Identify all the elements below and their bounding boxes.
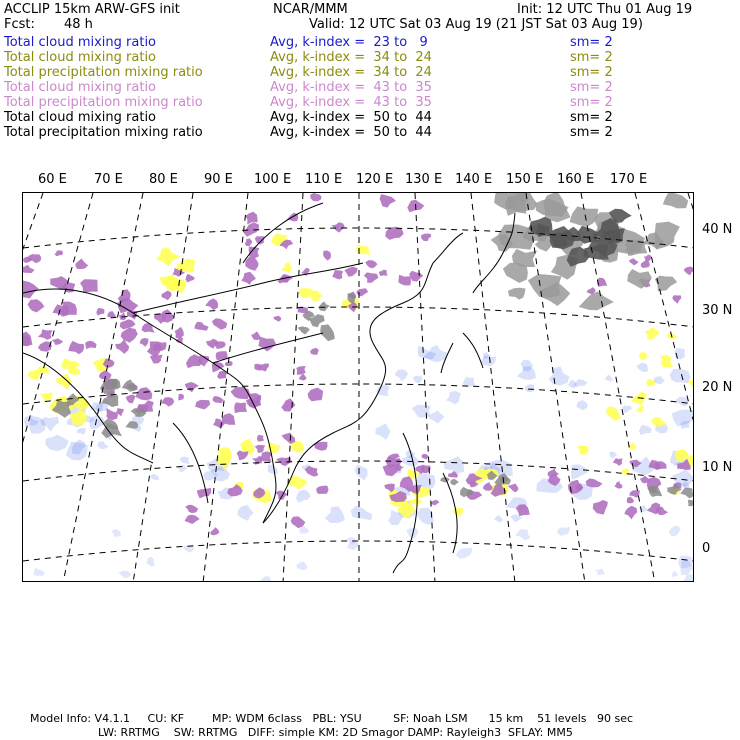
coastline	[463, 333, 483, 368]
init-time: Init: 12 UTC Thu 01 Aug 19	[517, 2, 693, 17]
low-cloud-area	[557, 527, 570, 536]
mid-cloud-area	[606, 407, 621, 421]
upper-cloud-area	[136, 387, 153, 400]
center-label: NCAR/MMM	[273, 2, 348, 17]
upper-cloud-area	[185, 515, 200, 524]
upper-cloud-area	[126, 395, 136, 404]
low-cloud-area	[573, 380, 587, 388]
low-cloud-area	[45, 435, 69, 452]
low-cloud-area	[402, 454, 419, 467]
low-cloud-area	[66, 442, 88, 461]
low-cloud-area	[684, 574, 694, 582]
mid-cloud-area	[453, 508, 463, 517]
legend-smoothing: sm= 2	[570, 65, 613, 80]
latitude-label: 10 N	[702, 460, 733, 475]
mid-cloud-area	[637, 406, 645, 413]
legend-field-name: Total cloud mixing ratio	[4, 80, 157, 95]
upper-cloud-area	[255, 445, 266, 453]
high-cloud-area	[505, 196, 527, 216]
high-cloud-area	[297, 326, 309, 334]
upper-cloud-area	[85, 341, 96, 349]
longitude-label: 170 E	[610, 172, 648, 187]
upper-cloud-area	[684, 267, 694, 276]
low-cloud-area	[260, 576, 272, 582]
upper-cloud-area	[597, 278, 607, 287]
upper-cloud-area	[23, 280, 39, 298]
low-cloud-area	[375, 423, 390, 440]
legend-smoothing: sm= 2	[570, 80, 613, 95]
upper-cloud-area	[516, 504, 530, 516]
upper-cloud-area	[308, 388, 324, 402]
high-cloud-area	[318, 302, 330, 312]
high-cloud-area	[680, 488, 694, 499]
longitude-label: 100 E	[254, 172, 292, 187]
upper-cloud-area	[586, 478, 603, 487]
upper-cloud-area	[210, 527, 219, 535]
upper-cloud-area	[62, 283, 75, 293]
legend-field-name: Total precipitation mixing ratio	[4, 65, 203, 80]
upper-cloud-area	[53, 304, 69, 316]
mid-cloud-area	[281, 262, 292, 273]
upper-cloud-area	[383, 464, 400, 476]
upper-cloud-area	[185, 505, 198, 513]
model-info-line2: LW: RRTMG SW: RRTMG DIFF: simple KM: 2D Smagor DAMP: Rayleigh3 SFLAY: MM5	[98, 726, 573, 739]
upper-cloud-area	[629, 258, 639, 265]
upper-cloud-area	[140, 338, 149, 347]
upper-cloud-area	[237, 450, 249, 460]
upper-cloud-area	[213, 396, 224, 403]
upper-cloud-area	[38, 329, 53, 340]
mid-cloud-area	[639, 352, 647, 360]
low-cloud-area	[177, 464, 188, 472]
low-cloud-area	[77, 428, 87, 434]
low-cloud-area	[299, 526, 308, 533]
upper-cloud-area	[421, 234, 431, 242]
upper-cloud-area	[120, 319, 136, 329]
low-cloud-area	[238, 505, 254, 521]
low-cloud-area	[446, 391, 461, 405]
longitude-gridline	[23, 193, 43, 582]
low-cloud-area	[180, 457, 191, 464]
longitude-label: 140 E	[455, 172, 493, 187]
low-cloud-area	[669, 525, 681, 536]
high-cloud-area	[579, 291, 614, 310]
upper-cloud-area	[205, 298, 218, 310]
low-cloud-area	[296, 490, 311, 503]
low-cloud-area	[622, 406, 632, 413]
low-cloud-area	[517, 366, 536, 380]
low-cloud-area	[395, 369, 408, 381]
low-cloud-area	[296, 562, 307, 571]
upper-cloud-area	[273, 316, 281, 322]
high-cloud-area	[450, 479, 459, 486]
legend-smoothing: sm= 2	[570, 50, 613, 65]
high-cloud-area	[535, 199, 569, 217]
model-title: ACCLIP 15km ARW-GFS init	[4, 2, 180, 17]
upper-cloud-area	[281, 398, 295, 411]
high-cloud-area	[122, 379, 137, 391]
high-cloud-area	[125, 421, 138, 429]
low-cloud-area	[463, 377, 476, 387]
coastline	[433, 233, 463, 263]
upper-cloud-area	[241, 272, 256, 285]
upper-cloud-area	[508, 484, 519, 493]
upper-cloud-area	[624, 506, 637, 520]
low-cloud-area	[118, 571, 131, 579]
upper-cloud-area	[323, 251, 331, 261]
upper-cloud-area	[55, 250, 64, 256]
upper-cloud-area	[52, 338, 64, 344]
map-canvas	[23, 193, 694, 582]
longitude-gridline	[415, 193, 435, 582]
upper-cloud-area	[316, 486, 328, 494]
low-cloud-area	[429, 411, 444, 424]
latitude-label: 40 N	[702, 222, 733, 237]
legend-description: Avg, k-index = 50 to 44	[270, 110, 432, 125]
legend-description: Avg, k-index = 34 to 24	[270, 50, 432, 65]
upper-cloud-area	[150, 355, 163, 364]
low-cloud-area	[596, 568, 606, 575]
low-cloud-area	[636, 363, 648, 373]
upper-cloud-area	[197, 488, 211, 499]
upper-cloud-area	[281, 433, 295, 445]
legend-field-name: Total cloud mixing ratio	[4, 35, 157, 50]
low-cloud-area	[413, 376, 422, 384]
low-cloud-area	[681, 421, 691, 429]
upper-cloud-area	[75, 259, 88, 270]
latitude-label: 20 N	[702, 380, 733, 395]
upper-cloud-area	[80, 279, 98, 293]
low-cloud-area	[605, 375, 613, 382]
mid-cloud-area	[577, 445, 589, 454]
upper-cloud-area	[68, 341, 84, 354]
low-cloud-area	[354, 465, 367, 480]
model-info-line1: Model Info: V4.1.1 CU: KF MP: WDM 6class PBL: YSU SF: Noah LSM 15 km 51 levels 90 sec	[30, 712, 634, 725]
high-cloud-area	[508, 288, 526, 300]
low-cloud-area	[639, 505, 648, 513]
upper-cloud-area	[332, 270, 343, 279]
legend-field-name: Total cloud mixing ratio	[4, 110, 157, 125]
low-cloud-area	[577, 400, 588, 410]
upper-cloud-area	[656, 507, 668, 515]
upper-cloud-area	[593, 500, 608, 515]
upper-cloud-area	[672, 295, 681, 304]
low-cloud-area	[609, 452, 617, 459]
upper-cloud-area	[365, 260, 377, 268]
low-cloud-area	[97, 441, 109, 449]
low-cloud-area	[571, 464, 588, 479]
low-cloud-area	[151, 474, 159, 480]
longitude-label: 110 E	[305, 172, 343, 187]
longitude-label: 60 E	[38, 172, 67, 187]
upper-cloud-area	[161, 397, 174, 407]
low-cloud-area	[639, 425, 652, 435]
legend-description: Avg, k-index = 50 to 44	[270, 125, 432, 140]
low-cloud-area	[676, 397, 688, 407]
upper-cloud-area	[431, 500, 440, 506]
low-cloud-area	[549, 366, 570, 385]
low-cloud-area	[268, 464, 278, 474]
upper-cloud-area	[380, 194, 396, 208]
upper-cloud-area	[157, 341, 167, 351]
legend-smoothing: sm= 2	[570, 125, 613, 140]
upper-cloud-area	[215, 341, 226, 349]
latitude-label: 30 N	[702, 303, 733, 318]
high-cloud-area	[663, 193, 688, 208]
upper-cloud-area	[217, 371, 226, 379]
upper-cloud-area	[398, 275, 411, 286]
low-cloud-area	[670, 369, 691, 383]
forecast-label: Fcst:	[4, 17, 35, 32]
longitude-label: 80 E	[149, 172, 178, 187]
low-cloud-area	[515, 529, 530, 540]
legend-field-name: Total precipitation mixing ratio	[4, 95, 203, 110]
low-cloud-area	[525, 384, 534, 392]
mid-cloud-area	[156, 248, 180, 267]
longitude-label: 120 E	[356, 172, 394, 187]
upper-cloud-area	[379, 270, 388, 277]
low-cloud-area	[481, 355, 497, 366]
upper-cloud-area	[142, 323, 155, 333]
low-cloud-area	[33, 568, 45, 576]
low-cloud-area	[146, 557, 154, 567]
longitude-label: 70 E	[94, 172, 123, 187]
upper-cloud-area	[257, 435, 264, 442]
upper-cloud-area	[106, 408, 118, 420]
mid-cloud-area	[628, 442, 636, 449]
upper-cloud-area	[96, 308, 104, 316]
upper-cloud-area	[255, 236, 265, 244]
low-cloud-area	[672, 571, 679, 578]
mid-cloud-area	[40, 392, 53, 401]
upper-cloud-area	[251, 331, 260, 340]
upper-cloud-area	[332, 222, 345, 233]
upper-cloud-area	[212, 318, 227, 329]
upper-cloud-area	[364, 272, 379, 283]
upper-cloud-area	[644, 255, 652, 262]
low-cloud-area	[456, 548, 472, 559]
legend-smoothing: sm= 2	[570, 95, 613, 110]
upper-cloud-area	[245, 212, 258, 225]
upper-cloud-area	[23, 332, 33, 347]
upper-cloud-area	[305, 466, 318, 477]
latitude-label: 0	[702, 541, 711, 556]
upper-cloud-area	[627, 497, 634, 504]
low-cloud-area	[347, 542, 359, 551]
low-cloud-area	[351, 506, 373, 521]
low-cloud-area	[90, 415, 106, 429]
legend-description: Avg, k-index = 43 to 35	[270, 95, 432, 110]
upper-cloud-area	[245, 257, 258, 271]
upper-cloud-area	[422, 454, 429, 460]
mid-cloud-area	[287, 476, 308, 490]
upper-cloud-area	[291, 516, 306, 528]
upper-cloud-area	[28, 299, 45, 312]
upper-cloud-area	[310, 348, 319, 355]
high-cloud-area	[688, 500, 694, 507]
legend-description: Avg, k-index = 34 to 24	[270, 65, 432, 80]
upper-cloud-area	[310, 193, 322, 201]
mid-cloud-area	[27, 370, 41, 381]
valid-time: Valid: 12 UTC Sat 03 Aug 19 (21 JST Sat 03 Aug 19)	[309, 17, 643, 32]
upper-cloud-area	[23, 265, 35, 273]
upper-cloud-area	[245, 238, 253, 246]
upper-cloud-area	[178, 394, 184, 401]
legend-smoothing: sm= 2	[570, 110, 613, 125]
mid-cloud-area	[661, 355, 673, 367]
upper-cloud-area	[234, 402, 247, 413]
legend-description: Avg, k-index = 43 to 35	[270, 80, 432, 95]
legend-field-name: Total precipitation mixing ratio	[4, 125, 203, 140]
mid-cloud-area	[356, 245, 369, 255]
longitude-label: 90 E	[204, 172, 233, 187]
upper-cloud-area	[186, 274, 195, 283]
upper-cloud-area	[356, 288, 368, 296]
longitude-label: 130 E	[405, 172, 443, 187]
low-cloud-area	[494, 515, 503, 522]
longitude-label: 150 E	[506, 172, 544, 187]
upper-cloud-area	[195, 400, 210, 410]
upper-cloud-area	[344, 267, 357, 277]
upper-cloud-area	[613, 458, 623, 466]
legend-description: Avg, k-index = 23 to 9	[270, 35, 428, 50]
low-cloud-area	[111, 530, 121, 537]
upper-cloud-area	[483, 482, 493, 491]
upper-cloud-area	[409, 271, 423, 282]
legend-field-name: Total cloud mixing ratio	[4, 50, 157, 65]
legend-smoothing: sm= 2	[570, 35, 613, 50]
upper-cloud-area	[175, 327, 184, 338]
upper-cloud-area	[185, 382, 199, 392]
longitude-label: 160 E	[557, 172, 595, 187]
longitude-gridline	[688, 193, 694, 582]
low-cloud-area	[325, 506, 345, 523]
mid-cloud-area	[644, 327, 660, 340]
forecast-hours: 48 h	[64, 17, 93, 32]
upper-cloud-area	[194, 322, 208, 331]
low-cloud-area	[91, 402, 105, 412]
low-cloud-area	[412, 405, 431, 418]
low-cloud-area	[444, 456, 465, 473]
upper-cloud-area	[162, 291, 172, 301]
upper-cloud-area	[107, 311, 116, 318]
mid-cloud-area	[56, 373, 72, 389]
map-panel	[22, 192, 694, 582]
upper-cloud-area	[296, 366, 306, 375]
upper-cloud-area	[614, 481, 622, 489]
upper-cloud-area	[299, 374, 307, 381]
